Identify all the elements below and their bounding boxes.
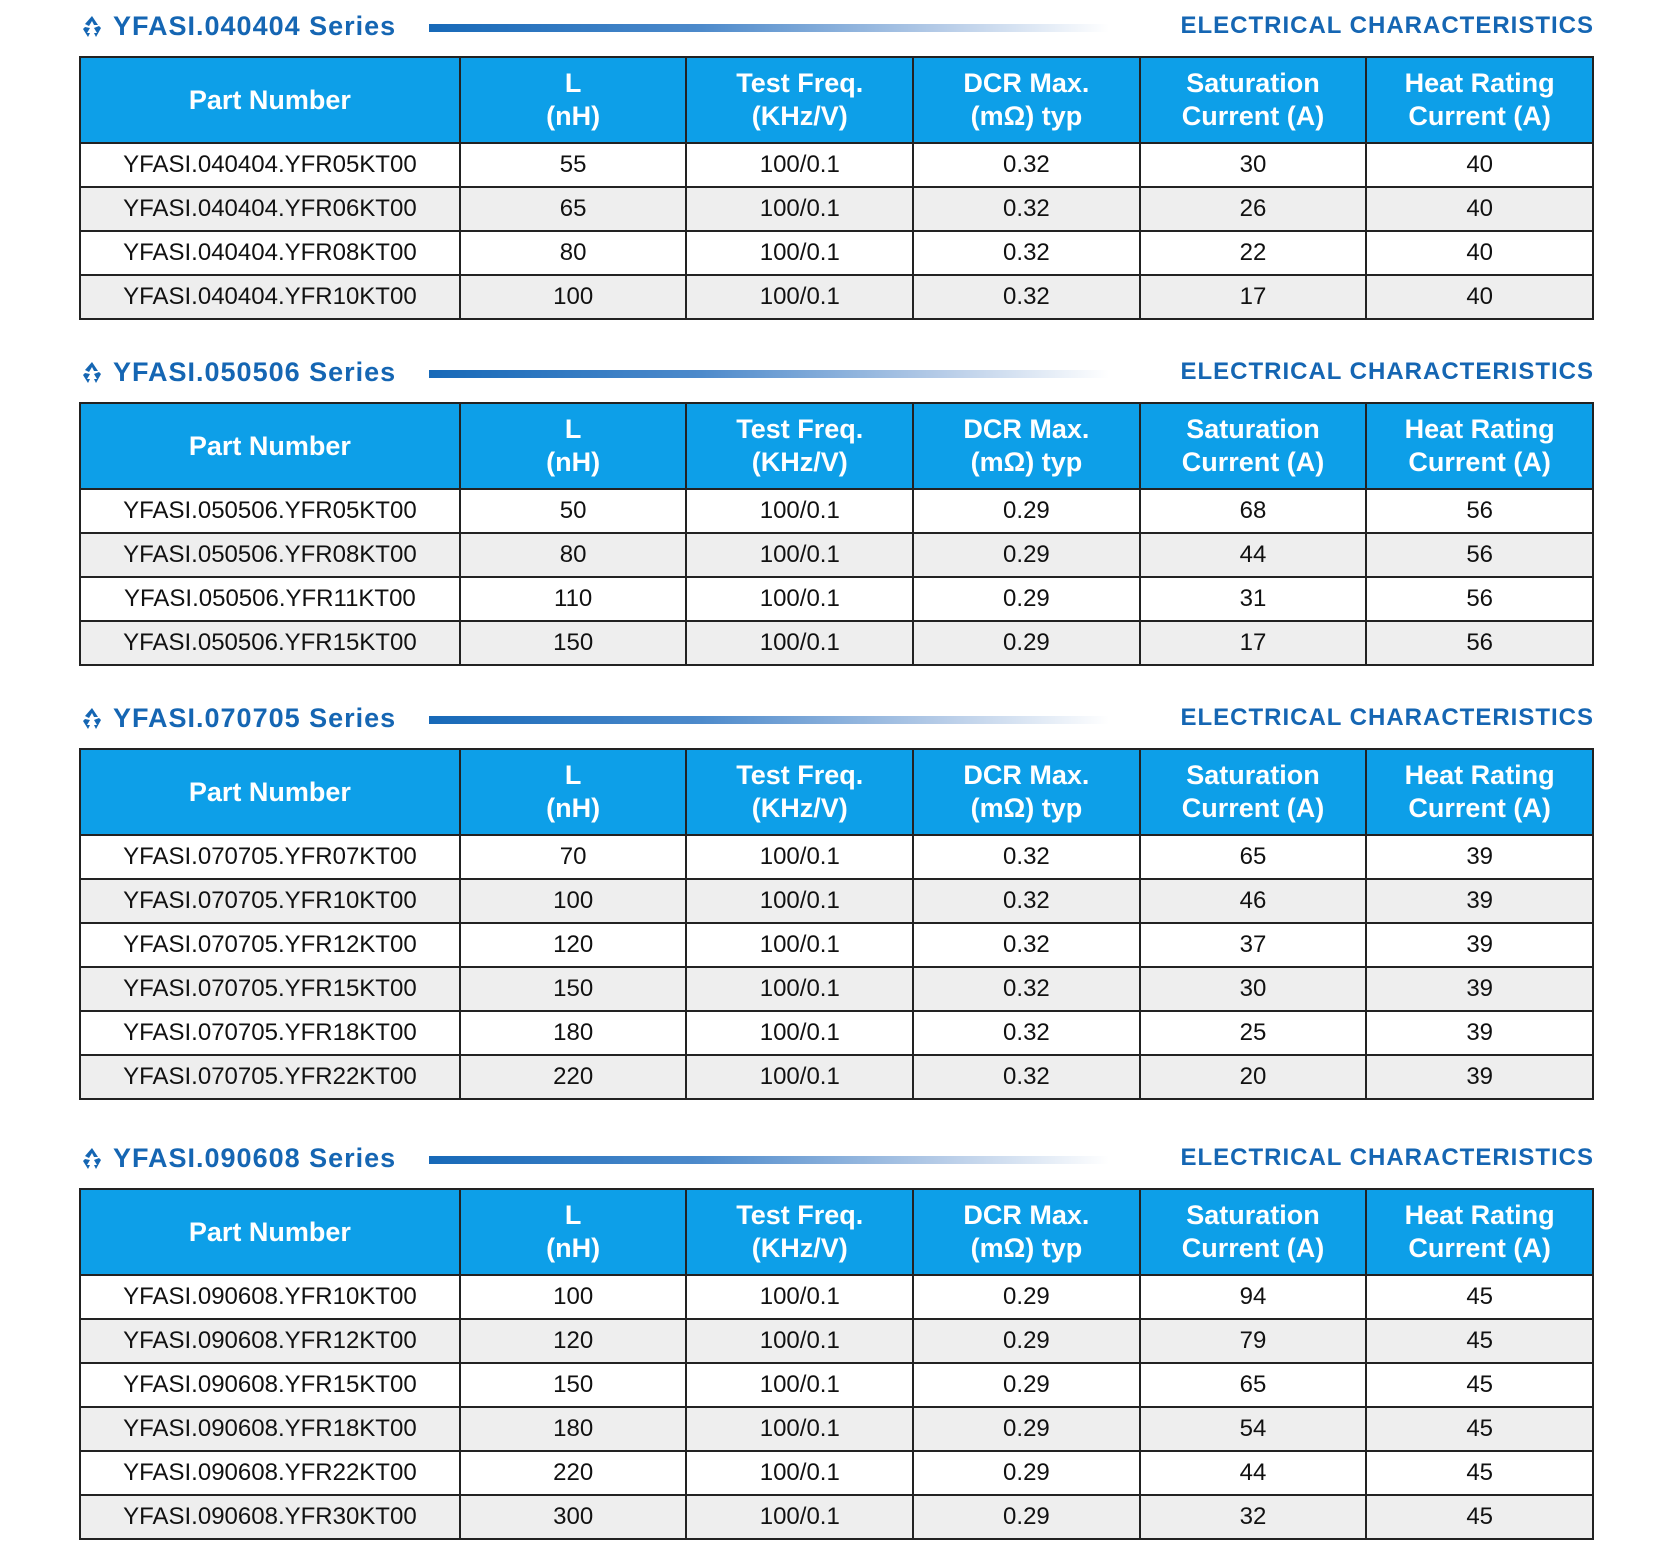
cell-test-freq: 100/0.1 <box>686 835 913 879</box>
table-row <box>80 275 1593 319</box>
cell-inductance: 80 <box>460 231 687 275</box>
electrical-characteristics-label: ELECTRICAL CHARACTERISTICS <box>1180 12 1594 39</box>
cell-saturation-current: 25 <box>1140 1011 1367 1055</box>
cell-saturation-current: 22 <box>1140 231 1367 275</box>
cell-dcr: 0.29 <box>913 533 1140 577</box>
cell-test-freq: 100/0.1 <box>686 231 913 275</box>
cell-inductance: 50 <box>460 489 687 533</box>
cell-heat-rating-current: 45 <box>1366 1363 1593 1407</box>
spec-table <box>79 56 1594 320</box>
cell-heat-rating-current: 56 <box>1366 533 1593 577</box>
cell-dcr: 0.29 <box>913 1407 1140 1451</box>
header-part-number: Part Number <box>80 57 460 143</box>
cell-inductance: 150 <box>460 621 687 665</box>
cell-dcr: 0.32 <box>913 879 1140 923</box>
header-inductance: L (nH) <box>460 749 687 835</box>
cell-saturation-current: 54 <box>1140 1407 1367 1451</box>
cell-heat-rating-current: 40 <box>1366 231 1593 275</box>
cell-inductance: 70 <box>460 835 687 879</box>
cell-dcr: 0.32 <box>913 231 1140 275</box>
cell-saturation-current: 17 <box>1140 275 1367 319</box>
cell-saturation-current: 30 <box>1140 143 1367 187</box>
cell-part-number: YFASI.040404.YFR06KT00 <box>80 187 460 231</box>
cell-saturation-current: 20 <box>1140 1055 1367 1099</box>
table-row <box>80 1275 1593 1319</box>
cell-dcr: 0.29 <box>913 621 1140 665</box>
table-row <box>80 1451 1593 1495</box>
cell-test-freq: 100/0.1 <box>686 621 913 665</box>
cell-part-number: YFASI.090608.YFR18KT00 <box>80 1407 460 1451</box>
header-inductance: L (nH) <box>460 1189 687 1275</box>
recycle-icon <box>79 359 105 385</box>
table-row <box>80 967 1593 1011</box>
cell-part-number: YFASI.040404.YFR05KT00 <box>80 143 460 187</box>
cell-saturation-current: 30 <box>1140 967 1367 1011</box>
header-dcr: DCR Max. (mΩ) typ <box>913 749 1140 835</box>
header-inductance: L (nH) <box>460 403 687 489</box>
cell-test-freq: 100/0.1 <box>686 1495 913 1539</box>
cell-saturation-current: 26 <box>1140 187 1367 231</box>
cell-test-freq: 100/0.1 <box>686 1319 913 1363</box>
table-row <box>80 143 1593 187</box>
cell-part-number: YFASI.090608.YFR10KT00 <box>80 1275 460 1319</box>
header-row <box>80 57 1593 143</box>
section-header <box>79 698 1594 734</box>
cell-dcr: 0.29 <box>913 1319 1140 1363</box>
series-title: YFASI.070705 Series <box>113 703 397 733</box>
cell-part-number: YFASI.070705.YFR12KT00 <box>80 923 460 967</box>
header-part-number: Part Number <box>80 1189 460 1275</box>
recycle-icon <box>79 1145 105 1171</box>
series-section <box>79 6 1594 320</box>
table-row <box>80 1495 1593 1539</box>
title-gradient-bar <box>429 370 1109 378</box>
recycle-icon <box>79 705 105 731</box>
cell-inductance: 65 <box>460 187 687 231</box>
cell-dcr: 0.29 <box>913 1451 1140 1495</box>
cell-heat-rating-current: 40 <box>1366 143 1593 187</box>
cell-inductance: 300 <box>460 1495 687 1539</box>
header-test-freq: Test Freq. (KHz/V) <box>686 1189 913 1275</box>
header-part-number: Part Number <box>80 403 460 489</box>
cell-saturation-current: 94 <box>1140 1275 1367 1319</box>
header-saturation-current: Saturation Current (A) <box>1140 749 1367 835</box>
cell-test-freq: 100/0.1 <box>686 879 913 923</box>
header-test-freq: Test Freq. (KHz/V) <box>686 57 913 143</box>
cell-inductance: 180 <box>460 1011 687 1055</box>
spec-table <box>79 1188 1594 1540</box>
cell-inductance: 220 <box>460 1451 687 1495</box>
series-section <box>79 352 1594 666</box>
cell-heat-rating-current: 40 <box>1366 187 1593 231</box>
cell-test-freq: 100/0.1 <box>686 489 913 533</box>
cell-test-freq: 100/0.1 <box>686 1363 913 1407</box>
cell-saturation-current: 46 <box>1140 879 1367 923</box>
table-row <box>80 1011 1593 1055</box>
title-gradient-bar <box>429 1156 1109 1164</box>
table-row <box>80 489 1593 533</box>
cell-dcr: 0.32 <box>913 967 1140 1011</box>
table-row <box>80 879 1593 923</box>
header-row <box>80 1189 1593 1275</box>
table-row <box>80 577 1593 621</box>
cell-heat-rating-current: 39 <box>1366 967 1593 1011</box>
cell-part-number: YFASI.070705.YFR10KT00 <box>80 879 460 923</box>
cell-inductance: 100 <box>460 879 687 923</box>
header-saturation-current: Saturation Current (A) <box>1140 403 1367 489</box>
section-header <box>79 352 1594 388</box>
cell-test-freq: 100/0.1 <box>686 1451 913 1495</box>
section-header <box>79 6 1594 42</box>
cell-saturation-current: 68 <box>1140 489 1367 533</box>
cell-part-number: YFASI.090608.YFR22KT00 <box>80 1451 460 1495</box>
cell-part-number: YFASI.070705.YFR22KT00 <box>80 1055 460 1099</box>
cell-dcr: 0.32 <box>913 923 1140 967</box>
cell-inductance: 220 <box>460 1055 687 1099</box>
cell-dcr: 0.29 <box>913 489 1140 533</box>
cell-saturation-current: 32 <box>1140 1495 1367 1539</box>
header-heat-rating-current: Heat Rating Current (A) <box>1366 57 1593 143</box>
cell-part-number: YFASI.050506.YFR15KT00 <box>80 621 460 665</box>
cell-part-number: YFASI.050506.YFR11KT00 <box>80 577 460 621</box>
cell-test-freq: 100/0.1 <box>686 187 913 231</box>
cell-heat-rating-current: 39 <box>1366 1011 1593 1055</box>
cell-heat-rating-current: 39 <box>1366 1055 1593 1099</box>
table-row <box>80 1407 1593 1451</box>
cell-heat-rating-current: 39 <box>1366 879 1593 923</box>
cell-saturation-current: 44 <box>1140 1451 1367 1495</box>
header-test-freq: Test Freq. (KHz/V) <box>686 403 913 489</box>
cell-part-number: YFASI.090608.YFR30KT00 <box>80 1495 460 1539</box>
header-dcr: DCR Max. (mΩ) typ <box>913 57 1140 143</box>
cell-part-number: YFASI.090608.YFR15KT00 <box>80 1363 460 1407</box>
spec-table <box>79 748 1594 1100</box>
table-row <box>80 1363 1593 1407</box>
cell-saturation-current: 31 <box>1140 577 1367 621</box>
electrical-characteristics-label: ELECTRICAL CHARACTERISTICS <box>1180 1144 1594 1171</box>
cell-heat-rating-current: 56 <box>1366 577 1593 621</box>
cell-inductance: 180 <box>460 1407 687 1451</box>
electrical-characteristics-label: ELECTRICAL CHARACTERISTICS <box>1180 704 1594 731</box>
cell-test-freq: 100/0.1 <box>686 143 913 187</box>
header-test-freq: Test Freq. (KHz/V) <box>686 749 913 835</box>
cell-heat-rating-current: 45 <box>1366 1495 1593 1539</box>
series-title: YFASI.090608 Series <box>113 1143 397 1173</box>
cell-part-number: YFASI.070705.YFR18KT00 <box>80 1011 460 1055</box>
cell-test-freq: 100/0.1 <box>686 275 913 319</box>
cell-part-number: YFASI.050506.YFR05KT00 <box>80 489 460 533</box>
header-part-number: Part Number <box>80 749 460 835</box>
cell-test-freq: 100/0.1 <box>686 923 913 967</box>
table-row <box>80 533 1593 577</box>
cell-dcr: 0.32 <box>913 187 1140 231</box>
table-row <box>80 1055 1593 1099</box>
header-row <box>80 403 1593 489</box>
table-row <box>80 1319 1593 1363</box>
cell-test-freq: 100/0.1 <box>686 1055 913 1099</box>
header-saturation-current: Saturation Current (A) <box>1140 57 1367 143</box>
cell-test-freq: 100/0.1 <box>686 533 913 577</box>
cell-dcr: 0.29 <box>913 1363 1140 1407</box>
cell-dcr: 0.29 <box>913 1495 1140 1539</box>
cell-dcr: 0.32 <box>913 275 1140 319</box>
table-row <box>80 835 1593 879</box>
cell-inductance: 100 <box>460 1275 687 1319</box>
cell-heat-rating-current: 39 <box>1366 835 1593 879</box>
title-gradient-bar <box>429 24 1109 32</box>
cell-heat-rating-current: 45 <box>1366 1407 1593 1451</box>
cell-heat-rating-current: 45 <box>1366 1275 1593 1319</box>
recycle-icon <box>79 13 105 39</box>
series-section <box>79 698 1594 1100</box>
cell-saturation-current: 17 <box>1140 621 1367 665</box>
cell-inductance: 120 <box>460 923 687 967</box>
series-section <box>79 1138 1594 1540</box>
cell-saturation-current: 65 <box>1140 835 1367 879</box>
table-row <box>80 621 1593 665</box>
table-row <box>80 187 1593 231</box>
cell-heat-rating-current: 56 <box>1366 489 1593 533</box>
cell-inductance: 150 <box>460 967 687 1011</box>
header-inductance: L (nH) <box>460 57 687 143</box>
electrical-characteristics-label: ELECTRICAL CHARACTERISTICS <box>1180 358 1594 385</box>
cell-saturation-current: 44 <box>1140 533 1367 577</box>
cell-heat-rating-current: 40 <box>1366 275 1593 319</box>
cell-dcr: 0.32 <box>913 1011 1140 1055</box>
series-title: YFASI.050506 Series <box>113 357 397 387</box>
header-heat-rating-current: Heat Rating Current (A) <box>1366 749 1593 835</box>
cell-test-freq: 100/0.1 <box>686 1407 913 1451</box>
header-heat-rating-current: Heat Rating Current (A) <box>1366 1189 1593 1275</box>
cell-test-freq: 100/0.1 <box>686 1011 913 1055</box>
cell-test-freq: 100/0.1 <box>686 577 913 621</box>
cell-part-number: YFASI.090608.YFR12KT00 <box>80 1319 460 1363</box>
cell-inductance: 110 <box>460 577 687 621</box>
title-gradient-bar <box>429 716 1109 724</box>
cell-inductance: 150 <box>460 1363 687 1407</box>
header-dcr: DCR Max. (mΩ) typ <box>913 1189 1140 1275</box>
table-row <box>80 923 1593 967</box>
spec-table <box>79 402 1594 666</box>
cell-saturation-current: 37 <box>1140 923 1367 967</box>
cell-inductance: 120 <box>460 1319 687 1363</box>
section-header <box>79 1138 1594 1174</box>
cell-dcr: 0.32 <box>913 835 1140 879</box>
cell-part-number: YFASI.070705.YFR15KT00 <box>80 967 460 1011</box>
header-dcr: DCR Max. (mΩ) typ <box>913 403 1140 489</box>
cell-heat-rating-current: 39 <box>1366 923 1593 967</box>
cell-inductance: 100 <box>460 275 687 319</box>
cell-saturation-current: 79 <box>1140 1319 1367 1363</box>
cell-dcr: 0.29 <box>913 577 1140 621</box>
cell-heat-rating-current: 56 <box>1366 621 1593 665</box>
series-title: YFASI.040404 Series <box>113 11 397 41</box>
cell-dcr: 0.32 <box>913 143 1140 187</box>
cell-heat-rating-current: 45 <box>1366 1451 1593 1495</box>
cell-test-freq: 100/0.1 <box>686 967 913 1011</box>
header-heat-rating-current: Heat Rating Current (A) <box>1366 403 1593 489</box>
cell-heat-rating-current: 45 <box>1366 1319 1593 1363</box>
cell-inductance: 80 <box>460 533 687 577</box>
table-row <box>80 231 1593 275</box>
cell-saturation-current: 65 <box>1140 1363 1367 1407</box>
cell-dcr: 0.32 <box>913 1055 1140 1099</box>
cell-test-freq: 100/0.1 <box>686 1275 913 1319</box>
cell-inductance: 55 <box>460 143 687 187</box>
cell-part-number: YFASI.050506.YFR08KT00 <box>80 533 460 577</box>
cell-dcr: 0.29 <box>913 1275 1140 1319</box>
header-saturation-current: Saturation Current (A) <box>1140 1189 1367 1275</box>
cell-part-number: YFASI.070705.YFR07KT00 <box>80 835 460 879</box>
header-row <box>80 749 1593 835</box>
cell-part-number: YFASI.040404.YFR10KT00 <box>80 275 460 319</box>
cell-part-number: YFASI.040404.YFR08KT00 <box>80 231 460 275</box>
